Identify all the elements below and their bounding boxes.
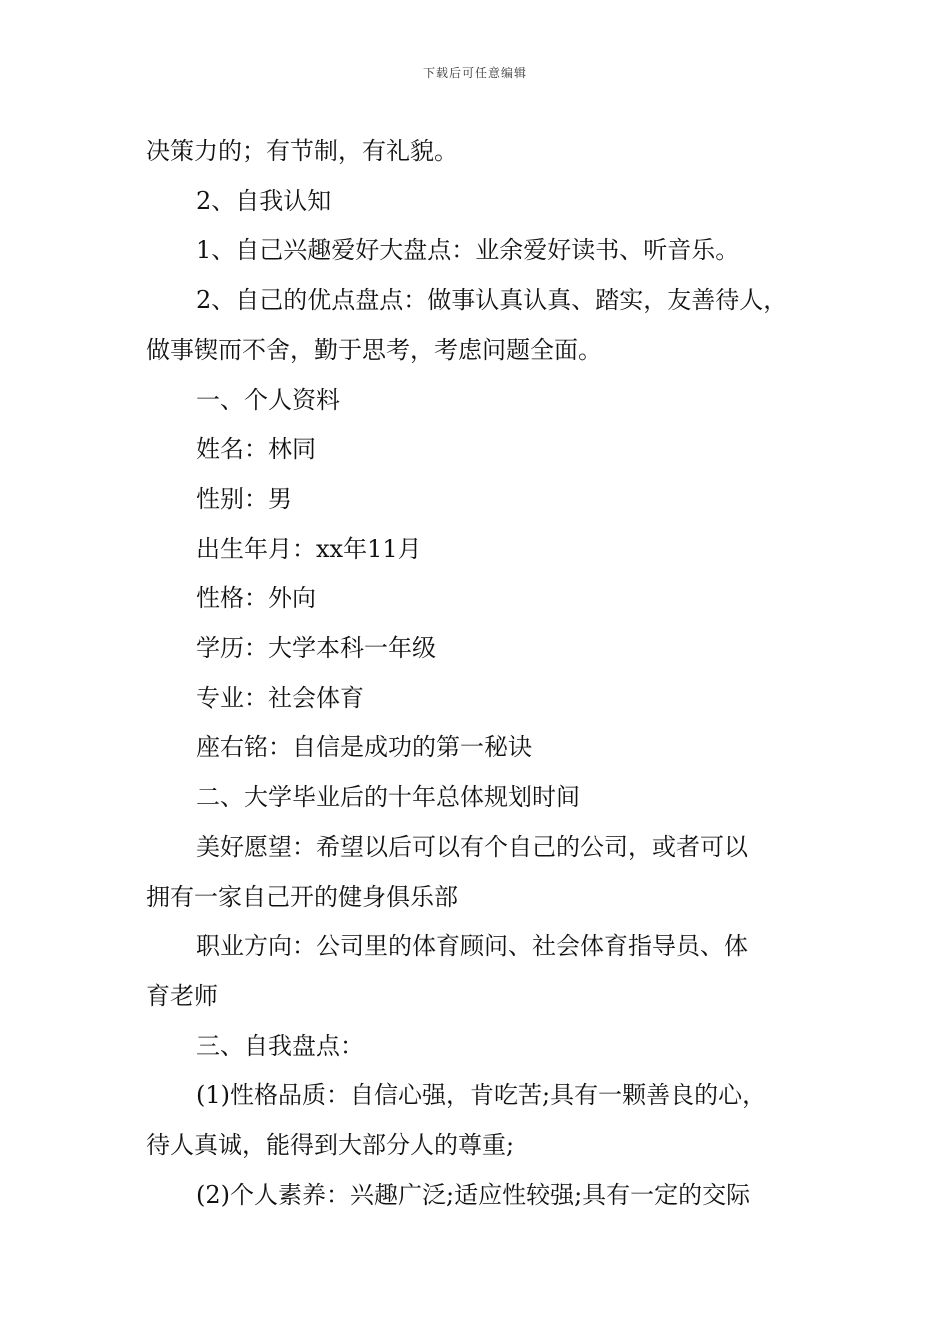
line-1: 2、自我认知 — [196, 186, 332, 215]
page-header: 下载后可任意编辑 — [422, 66, 527, 80]
line-12: 座右铭：自信是成功的第一秘诀 — [196, 733, 532, 762]
line-2: 1、自己兴趣爱好大盘点：业余爱好读书、听音乐。 — [196, 236, 740, 265]
line-3: 2、自己的优点盘点：做事认真认真、踏实，友善待人， — [196, 286, 788, 315]
line-6: 姓名：林同 — [196, 435, 316, 464]
line-13: 二、大学毕业后的十年总体规划时间 — [196, 783, 580, 812]
line-4: 做事锲而不舍，勤于思考，考虑问题全面。 — [146, 335, 602, 364]
line-19: (1)性格品质：自信心强，肯吃苦;具有一颗善良的心， — [196, 1081, 767, 1110]
line-21: (2)个人素养：兴趣广泛;适应性较强;具有一定的交际 — [196, 1180, 751, 1209]
document-body — [146, 127, 816, 1220]
line-17: 育老师 — [146, 981, 218, 1010]
line-20: 待人真诚，能得到大部分人的尊重; — [146, 1131, 515, 1160]
line-5: 一、个人资料 — [196, 385, 340, 414]
line-14: 美好愿望：希望以后可以有个自己的公司，或者可以 — [196, 832, 748, 861]
line-15: 拥有一家自己开的健身俱乐部 — [146, 882, 458, 911]
line-16: 职业方向：公司里的体育顾问、社会体育指导员、体 — [196, 932, 748, 961]
line-10: 学历：大学本科一年级 — [196, 634, 436, 663]
line-7: 性别：男 — [196, 484, 292, 513]
line-8: 出生年月：xx年11月 — [196, 534, 422, 563]
line-18: 三、自我盘点： — [196, 1031, 364, 1060]
line-9: 性格：外向 — [196, 584, 316, 613]
line-11: 专业：社会体育 — [196, 683, 364, 712]
line-0: 决策力的；有节制，有礼貌。 — [146, 137, 458, 165]
